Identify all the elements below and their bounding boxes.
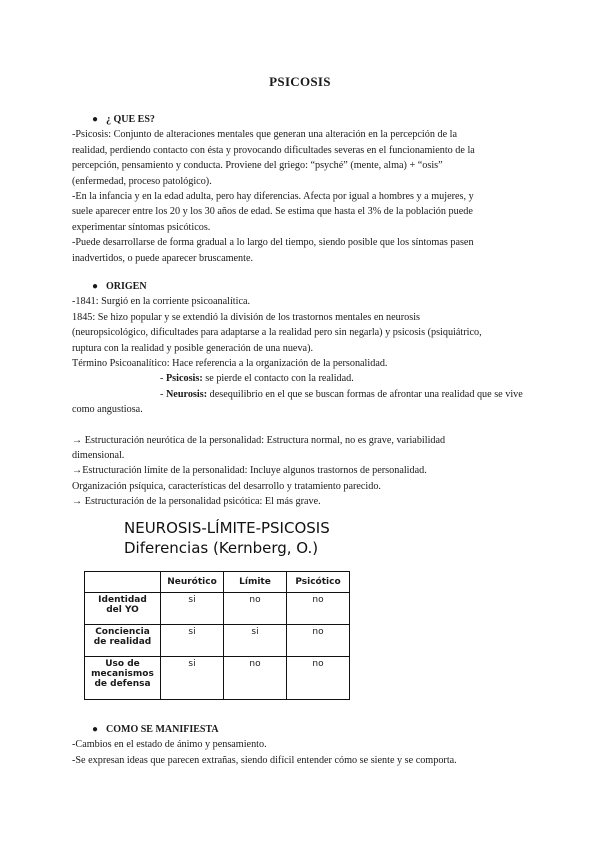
table-cell: no: [224, 657, 287, 700]
text-line: 1845: Se hizo popular y se extendió la división de los trastornos mentales en neurosis: [72, 311, 421, 323]
text-line: como angustiosa.: [72, 404, 143, 416]
psicosis-item: - Psicosis: se pierde el contacto con la realidad.: [160, 373, 354, 385]
text-line: →Estructuración límite de la personalidad: Incluye algunos trastornos de personalidad.: [72, 465, 427, 477]
section-manifiesta: [72, 722, 532, 768]
row-label: Uso de mecanismos de defensa: [85, 657, 161, 700]
text-line: experimentar síntomas psicóticos.: [72, 221, 211, 233]
table-row: [85, 657, 350, 700]
table-cell: no: [224, 593, 287, 625]
table-cell: no: [287, 625, 350, 657]
table-cell: si: [161, 625, 224, 657]
bullet-icon: ●: [92, 114, 99, 125]
row-label: Conciencia de realidad: [85, 625, 161, 657]
table-cell: no: [287, 593, 350, 625]
table-cell: si: [224, 625, 287, 657]
section-que-es: [72, 112, 532, 266]
table-header-row: [85, 572, 350, 593]
table-header: Psicótico: [287, 572, 350, 593]
text-line: -Psicosis: Conjunto de alteraciones mentales que generan una alteración en la percepción de la: [72, 129, 457, 141]
blank-line: [72, 418, 532, 433]
text-line: -1841: Surgió en la corriente psicoanalítica.: [72, 296, 251, 308]
text-line: dimensional.: [72, 450, 125, 462]
table-cell: no: [287, 657, 350, 700]
page-title: PSICOSIS: [269, 74, 331, 89]
text-line: -Puede desarrollarse de forma gradual a lo largo del tiempo, siendo posible que los síntomas pasen: [72, 237, 474, 249]
table-header: Límite: [224, 572, 287, 593]
text-line: inadvertidos, o puede aparecer bruscamente.: [72, 252, 254, 264]
section-origen: [72, 279, 532, 510]
figure-subtitle: Diferencias (Kernberg, O.): [124, 539, 319, 557]
bullet-icon: ●: [92, 281, 99, 292]
text-line: → Estructuración de la personalidad psicótica: El más grave.: [72, 496, 321, 508]
text-line: realidad, perdiendo contacto con ésta y provocando dificultades severas en el funcionamiento de la: [72, 144, 475, 156]
table-cell: si: [161, 657, 224, 700]
table-cell: si: [161, 593, 224, 625]
kernberg-table: [84, 571, 350, 700]
text-line: percepción, pensamiento y conducta. Proviene del griego: “psyché” (mente, alma) + “osis”: [72, 160, 443, 172]
bullet-icon: ●: [92, 724, 99, 735]
table-header: Neurótico: [161, 572, 224, 593]
text-line: ruptura con la realidad y posible generación de una nueva).: [72, 342, 314, 354]
text-line: (enfermedad, proceso patológico).: [72, 175, 212, 187]
row-label: Identidad del YO: [85, 593, 161, 625]
section-heading: ● ORIGEN: [72, 279, 532, 294]
section-heading: ● COMO SE MANIFIESTA: [72, 722, 532, 737]
text-line: → Estructuración neurótica de la personalidad: Estructura normal, no es grave, variabilidad: [72, 434, 446, 446]
text-line: -Se expresan ideas que parecen extrañas, siendo difícil entender cómo se siente y se comporta.: [72, 754, 457, 766]
table-row: [85, 593, 350, 625]
table-header: [85, 572, 161, 593]
text-line: suele aparecer entre los 20 y los 30 años de edad. Se estima que hasta el 3% de la población puede: [72, 206, 473, 218]
text-line: Organización psíquica, características del desarrollo y tratamiento parecido.: [72, 480, 381, 492]
text-line: -En la infancia y en la edad adulta, pero hay diferencias. Afecta por igual a hombres y a mujeres, y: [72, 191, 474, 203]
figure-title: NEUROSIS-LÍMITE-PSICOSIS: [124, 519, 330, 537]
text-line: (neuropsicológico, dificultades para adaptarse a la realidad pero sin negarla) y psicosis (psiquiátrico,: [72, 327, 482, 339]
text-line: Término Psicoanalítico: Hace referencia a la organización de la personalidad.: [72, 358, 388, 370]
table-row: [85, 625, 350, 657]
section-heading: ● ¿ QUE ES?: [72, 112, 532, 127]
text-line: -Cambios en el estado de ánimo y pensamiento.: [72, 739, 267, 751]
neurosis-item: - Neurosis: desequilibrio en el que se buscan formas de afrontar una realidad que se vive: [160, 388, 523, 400]
